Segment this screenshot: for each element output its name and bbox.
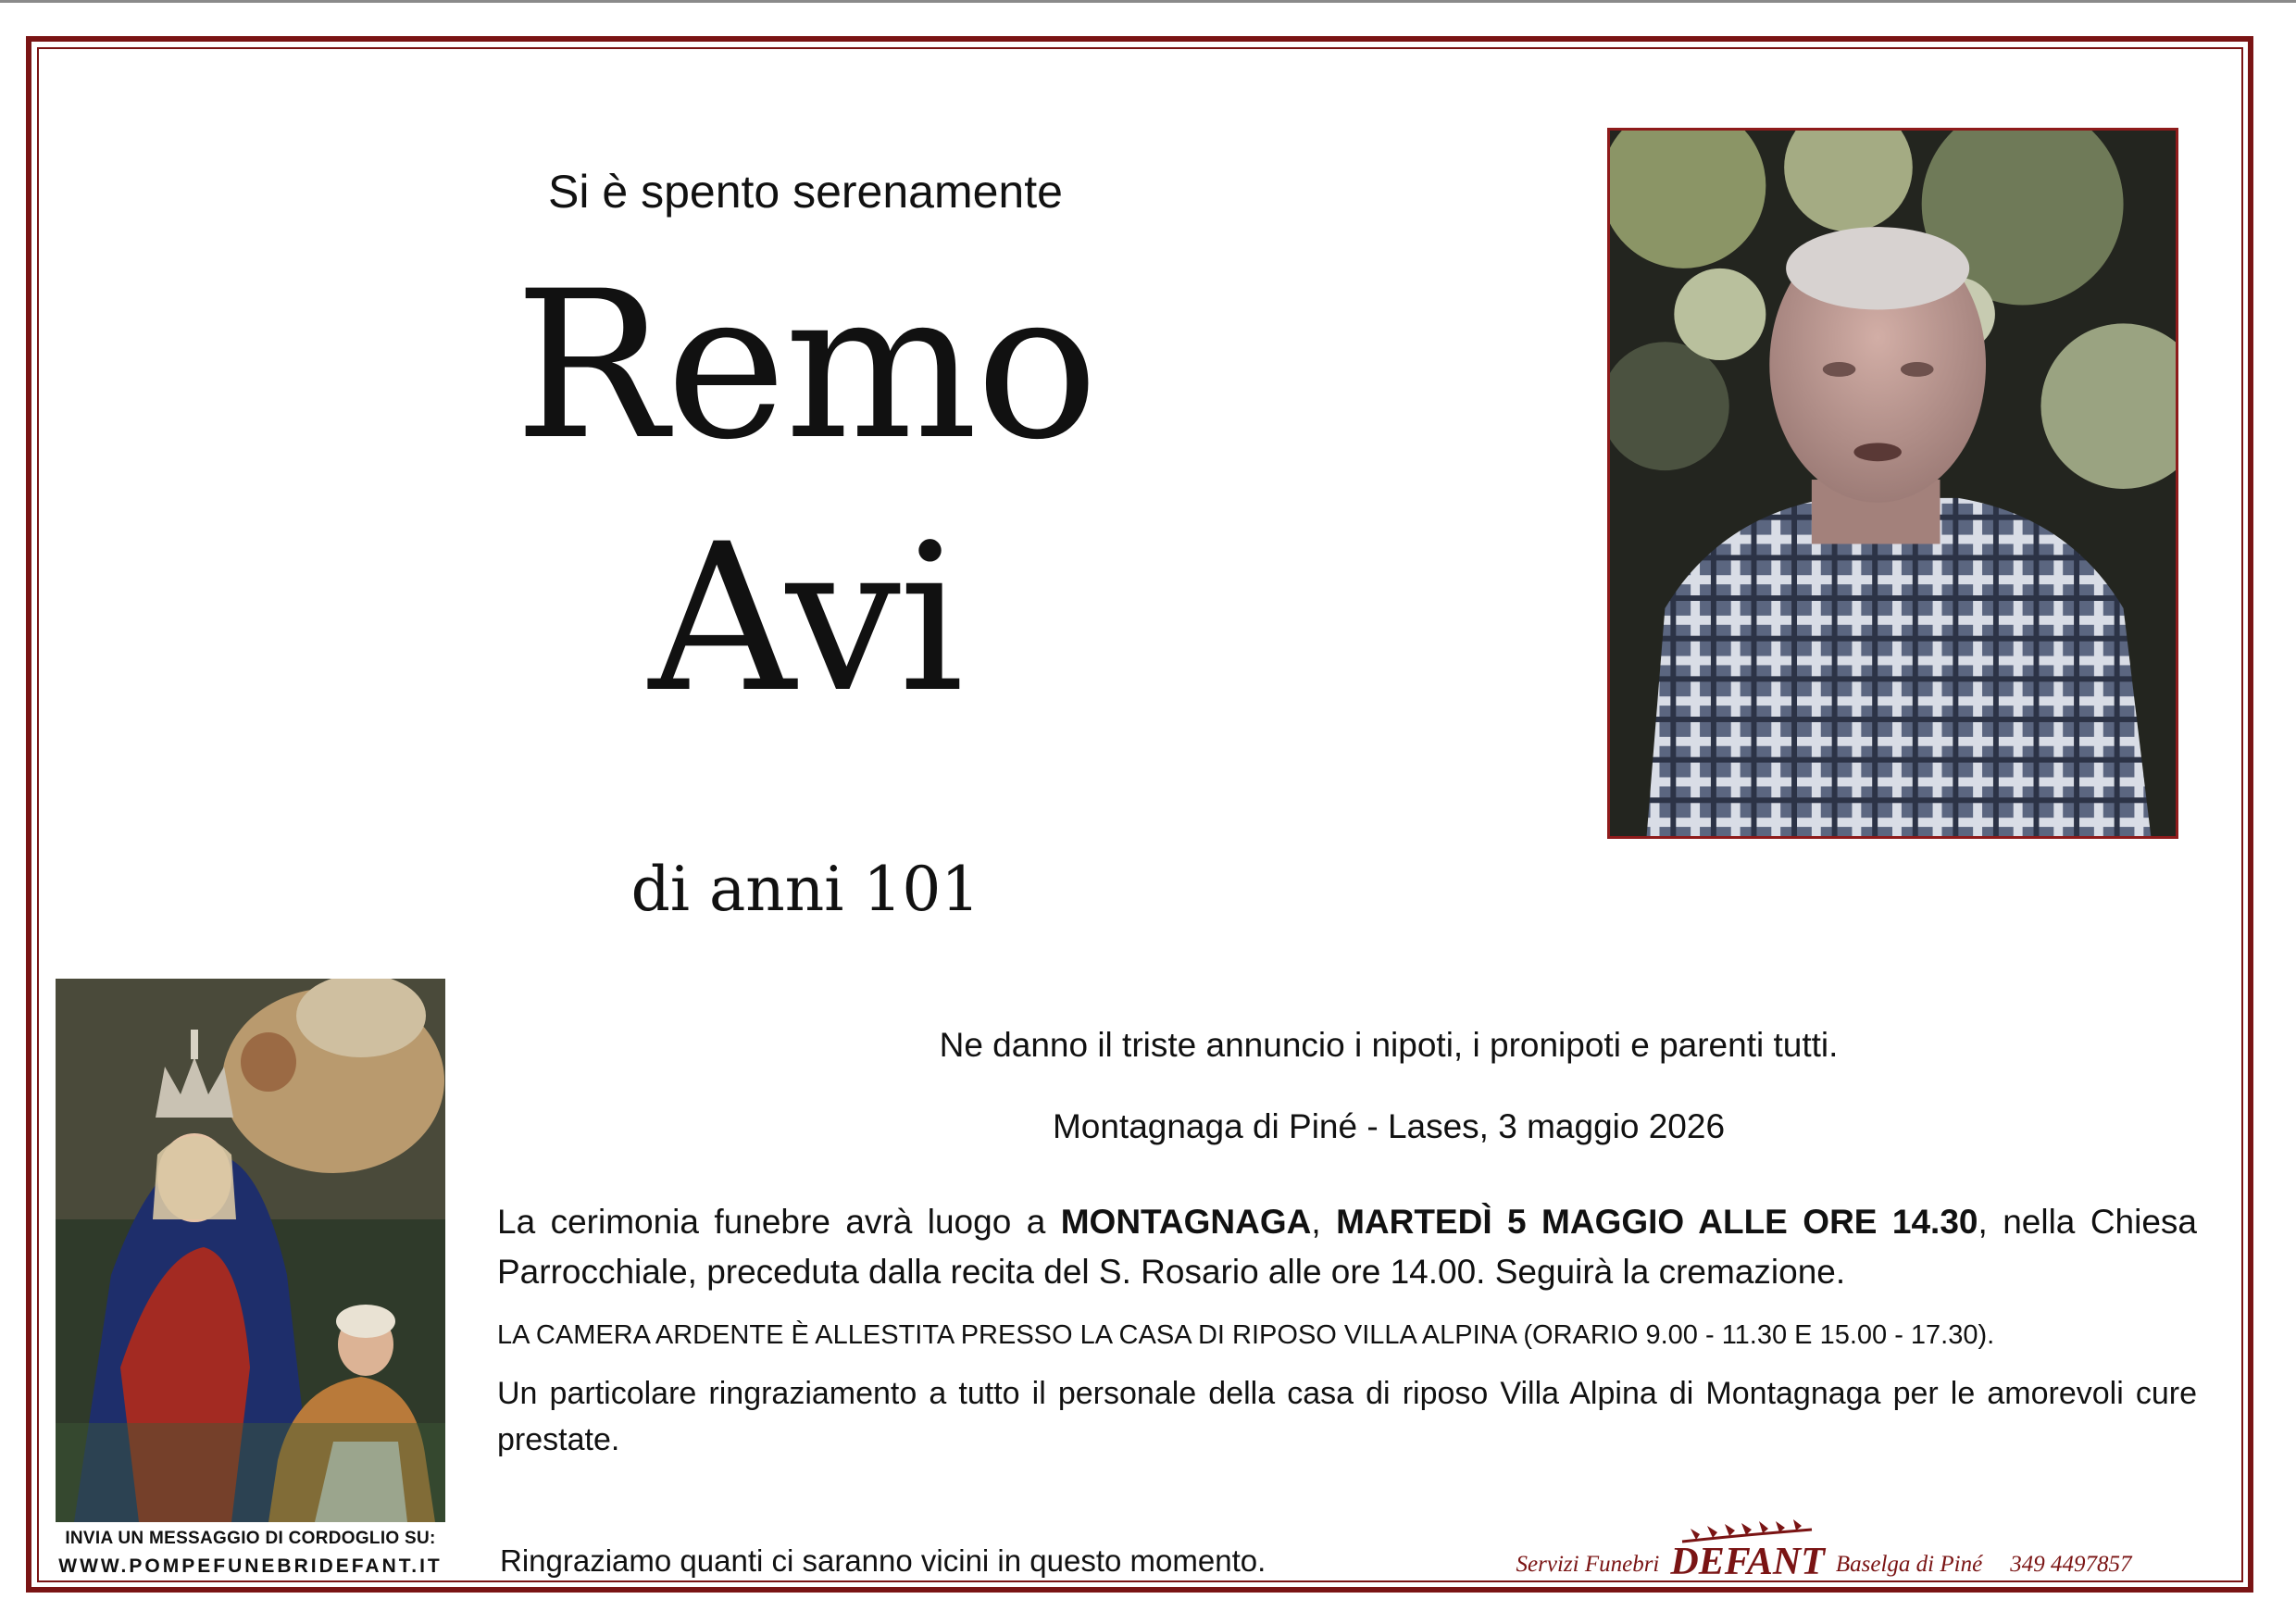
ceremony-place: MONTAGNAGA <box>1060 1203 1312 1241</box>
footer-location: Baselga di Piné <box>1835 1552 1983 1577</box>
ceremony-separator: , <box>1311 1203 1337 1241</box>
brand-text: DEFANT <box>1670 1541 1825 1583</box>
ceremony-text-2: , nella Chiesa Parrocchiale, preceduta dalla recita del S. Rosario alle ore 14.00. Seguirà la cremazione. <box>497 1203 2197 1291</box>
first-name: Remo <box>514 247 1097 484</box>
staff-thanks: Un particolare ringraziamento a tutto il personale della casa di riposo Villa Alpina di Montagnaga per le amorevoli cure prestate. <box>497 1376 2197 1457</box>
ceremony-paragraph <box>497 1197 2197 1297</box>
last-name: Avi <box>648 500 963 737</box>
condolence-label: INVIA UN MESSAGGIO DI CORDOGLIO SU: <box>65 1529 436 1548</box>
holy-card-image <box>56 979 445 1522</box>
brand-name <box>1670 1543 1825 1581</box>
family-announcement: Ne danno il triste annuncio i nipoti, i pronipoti e parenti tutti. <box>939 1026 1839 1064</box>
footer-phone: 349 4497857 <box>2010 1552 2132 1577</box>
laurel-icon <box>1678 1518 1816 1546</box>
ceremony-datetime: MARTEDÌ 5 MAGGIO ALLE ORE 14.30 <box>1336 1203 1978 1241</box>
top-rule <box>0 0 2296 3</box>
place-date: Montagnaga di Piné - Lases, 3 maggio 2026 <box>1052 1107 1726 1145</box>
subtitle: Si è spento serenamente <box>548 166 1063 218</box>
age: di anni 101 <box>630 854 980 925</box>
footer-prefix: Servizi Funebri <box>1516 1552 1660 1577</box>
camera-ardente-note: LA CAMERA ARDENTE È ALLESTITA PRESSO LA CASA DI RIPOSO VILLA ALPINA (ORARIO 9.00 - 11.30 E 15.00 - 17.30). <box>497 1320 1995 1350</box>
ceremony-text-1: La cerimonia funebre avrà luogo a <box>497 1203 1061 1241</box>
condolence-url-link[interactable]: WWW.POMPEFUNEBRIDEFANT.IT <box>58 1555 443 1577</box>
closing-thanks: Ringraziamo quanti ci saranno vicini in questo momento. <box>500 1543 1267 1578</box>
portrait-photo <box>1607 128 2178 839</box>
funeral-service-footer <box>1491 1526 2157 1581</box>
